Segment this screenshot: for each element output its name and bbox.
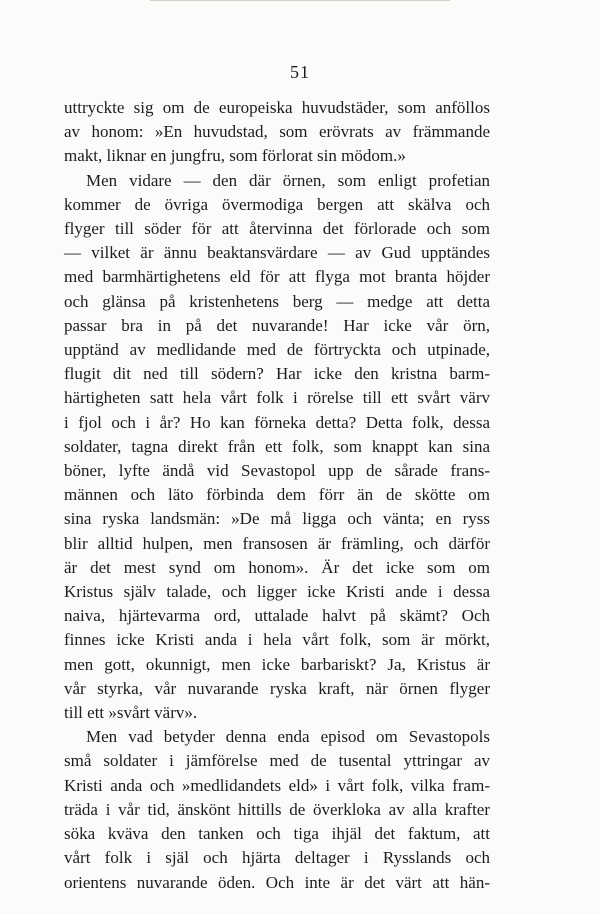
text-line: vårt folk i själ och hjärta deltager i Rysslands och bbox=[64, 848, 490, 868]
text-line: böner, lyfte ändå vid Sevastopol upp de sårade frans- bbox=[64, 461, 490, 481]
text-line: och glänsa på kristenhetens berg — medge att detta bbox=[64, 291, 490, 311]
text-line: är det mest synd om honom». Är det icke som om bbox=[64, 557, 490, 577]
text-line: — vilket är ännu beaktansvärdare — av Gud upptändes bbox=[64, 243, 490, 263]
text-line: Men vad betyder denna enda episod om Sevastopols bbox=[86, 727, 490, 747]
text-line: sina ryska landsmän: »De må ligga och vänta; en ryss bbox=[64, 509, 490, 529]
text-line: träda i vår tid, änskönt hittills de överkloka av alla krafter bbox=[64, 799, 490, 819]
text-line: vår styrka, vår nuvarande ryska kraft, när örnen flyger bbox=[64, 678, 490, 698]
page-number: 51 bbox=[290, 62, 310, 82]
text-line: naiva, hjärtevarma ord, uttalade halvt på skämt? Och bbox=[64, 606, 490, 626]
text-line: soldater, tagna direkt från ett folk, som knappt kan sina bbox=[64, 436, 490, 456]
text-line: uttryckte sig om de europeiska huvudstäder, som anföllos bbox=[64, 98, 490, 117]
paragraph-1 bbox=[64, 96, 490, 169]
text-line: kommer de övriga övermodiga bergen att skälva och bbox=[64, 194, 490, 214]
text-line: Kristi anda och »medlidandets eld» i vårt folk, vilka fram- bbox=[64, 775, 490, 795]
text-line: passar bra in på det nuvarande! Har icke vår örn, bbox=[64, 315, 490, 335]
text-line: upptänd av medlidande med de förtryckta och utpinade, bbox=[64, 340, 490, 360]
text-line: flugit dit ned till södern? Har icke den kristna barm- bbox=[64, 364, 490, 384]
text-line: makt, liknar en jungfru, som förlorat sin mödom.» bbox=[64, 146, 406, 166]
text-line: söka kväva den tanken och tiga ihjäl det faktum, att bbox=[64, 824, 490, 844]
text-line: männen och läto förbinda dem förr än de skötte om bbox=[64, 485, 490, 505]
text-line: men gott, okunnigt, men icke barbariskt? Ja, Kristus är bbox=[64, 654, 490, 674]
text-line: flyger till söder för att återvinna det förlorade och som bbox=[64, 219, 490, 239]
text-line: med barmhärtighetens eld för att flyga mot branta höjder bbox=[64, 267, 490, 287]
text-line: Men vidare — den där örnen, som enligt profetian bbox=[86, 170, 490, 190]
paragraph-3 bbox=[64, 725, 490, 894]
body-text bbox=[64, 96, 490, 895]
text-line: av honom: »En huvudstad, som erövrats av främmande bbox=[64, 122, 490, 142]
text-line: härtigheten satt hela vårt folk i rörelse till ett svårt värv bbox=[64, 388, 490, 408]
text-line: orientens nuvarande öden. Och inte är det värt att hän- bbox=[64, 872, 490, 892]
text-line: finnes icke Kristi anda i hela vårt folk, som är mörkt, bbox=[64, 630, 490, 650]
page-top-edge bbox=[150, 0, 450, 1]
text-line: i fjol och i år? Ho kan förneka detta? Detta folk, dessa bbox=[64, 412, 490, 432]
text-line: små soldater i jämförelse med de tusental yttringar av bbox=[64, 751, 490, 771]
text-line: till ett »svårt värv». bbox=[64, 703, 198, 723]
text-line: blir alltid hulpen, men fransosen är främling, och därför bbox=[64, 533, 490, 553]
text-line: Kristus själv talade, och ligger icke Kristi ande i dessa bbox=[64, 582, 490, 602]
paragraph-2 bbox=[64, 169, 490, 726]
